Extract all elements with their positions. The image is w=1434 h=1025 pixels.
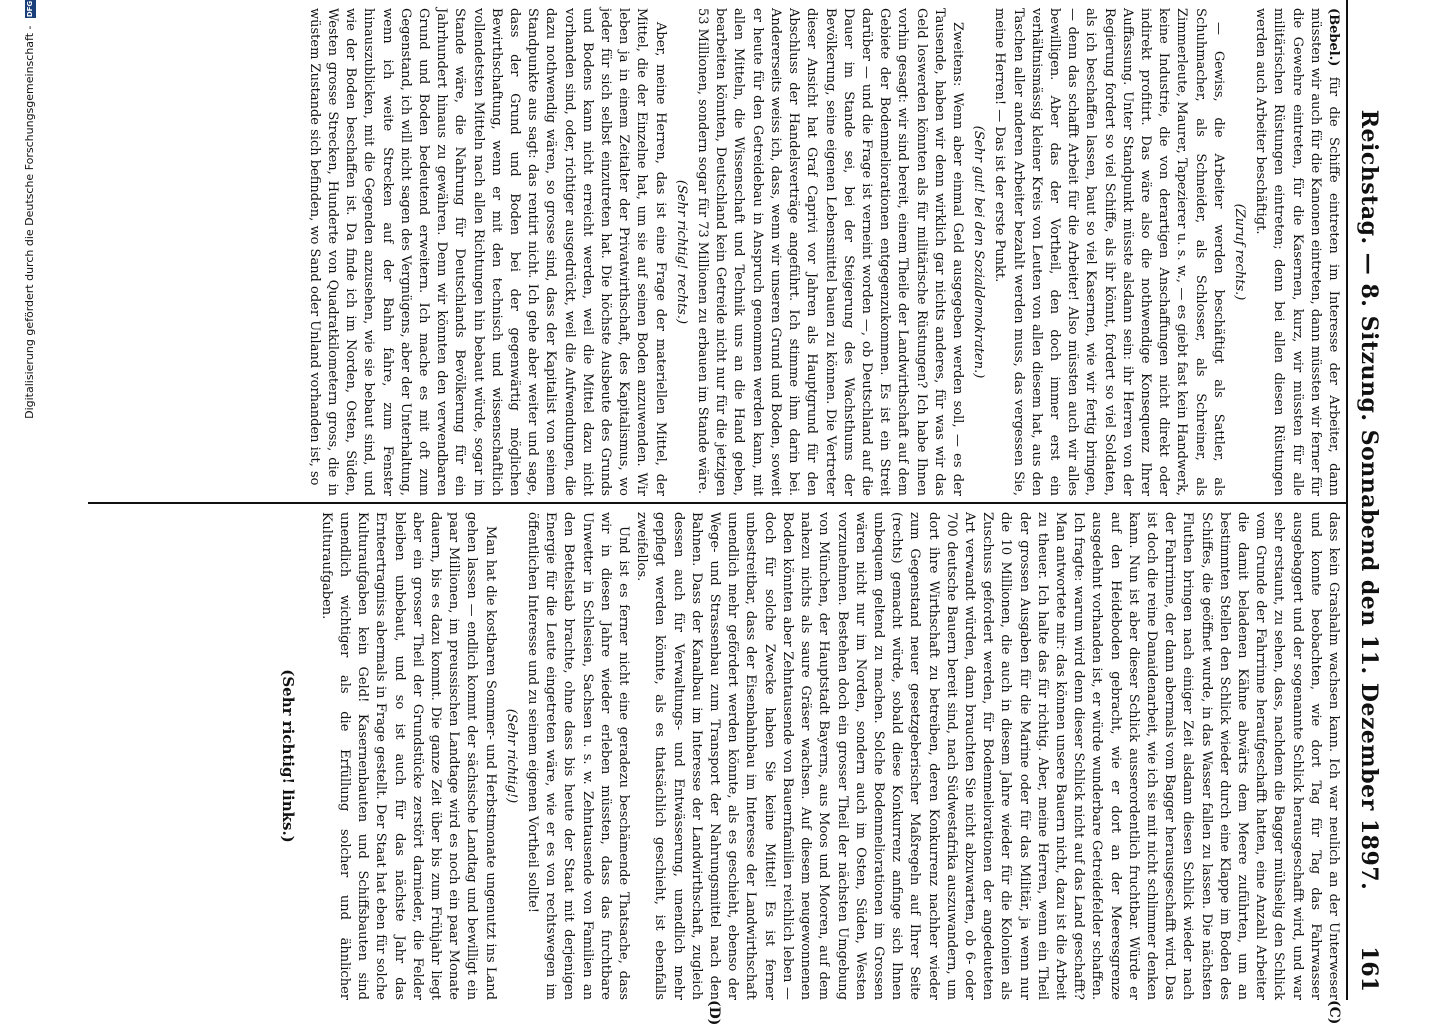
dfg-logo-icon: DFG [25, 0, 34, 18]
margin-marker-d: (D) [706, 1000, 722, 1025]
left-paragraph-1-text: für die Schiffe eintreten im Interesse der Arbeiter, dann müssten wir auch für die Kanonen eintreten, dann müssten wir ferner für die Gewehre eintreten, für die Kasernen, kurz, wir müssten für alle militärischen Rüstungen eintreten; denn bei allen diesen Rüstungen werden auch Arbeiter beschäftigt. [1253, 8, 1341, 496]
left-paragraph-2: — Gewiss, die Arbeiter werden beschäftigt als Sattler, als Schuhmacher, als Schneider, als Schlosser, als Schreiner, als Zimmerleute, Maurer, Tapezierer u. s. w., — es giebt fast kein Handwerk, keine Industrie, die von derartigen Anschaffungen nicht direkt oder indirekt profitirt. Das wäre also die nothwendige Konsequenz Ihrer Auffassung. Unter Standpunkt müsste alsdann sein: ihr Herren von der Regierung fordert so viel Schiffe, als ihr könnt, fordert so viel Soldaten, als ich beschaffen lassen, baut so viel Kasernen, wie wir fertig bringen, — denn das schafft Arbeit für die Arbeiter! Also müssten auch wir alles bewilligen. Aber das der Vortheil, den doch immer erst ein verhältnismässig kleiner Kreis von Leuten von allen diesem hat, aus den Taschen aller anderen Arbeiter bezahlt werden muss, das vergessen Sie, meine Herren! — Das ist der erste Punkt. [992, 8, 1226, 496]
speaker-name: (Bebel.) [1326, 8, 1341, 67]
left-paragraph-1 [1251, 8, 1342, 496]
interjection: (Sehr gut! bei den Sozialdemokraten.) [971, 125, 987, 379]
column-rule [88, 502, 1348, 504]
right-paragraph-1: dass kein Grashalm wachsen kann. Ich war neulich an der Unterweser und konnte beobachten, wie dort Tag für Tag das Fahrwasser ausgebaggert und der sogenannte Schlick herausgeschafft wird, und war sehr erstaunt, zu sehen, dass, nachdem die Bagger mühselig den Schlick vom Grunde der Fahrrinne heraufgeschafft hatten, eine Anzahl Arbeiter die damit beladenen Kähne abwärts dem Meere zuführten, um an bestimmten Stellen den Schlick wieder durch eine Klappe im Boden des Schiffes, die geöffnet wurde, in das Wasser fallen zu lassen. Die nächsten Fluthen bringen nach einiger Zeit alsdann diesen Schlick wieder nach der Fahrrinne, der dann abermals vom Bagger herausgeschafft wird. Das ist doch die reine Danaidenarbeit, wie ich sie mit nicht schlimmer denken kann. Nun ist aber dieser Schlick ausserordentlich fruchtbar. Würde er auf den Heideboden gebracht, wie er dort an der Meeresgrenze ausgedehnt vorhanden ist, er würde wunderbare Getreidefelder schaffen. Ich fragte: warum wird denn dieser Schlick nicht auf das Land geschafft? Man antwortete mir: das können unsere Bauern nicht, dazu ist die Arbeit zu theuer. Ich halte das für richtig. Aber, meine Herren, wenn ein Theil der grossen Ausgaben für die Marine oder für das Militär, ja wenn nur die 10 Millionen, die auch in diesem Jahre wieder für die Kolonien als Zuschuss gefordert werden, für Bodenmeliorationen der angedeuteten Art verwandt würden, dann brauchten Sie nicht abzuwarten, ob 6- oder 700 deutsche Bauern bereit sind, nach Südwestafrika auszuwandern, um dort ihre Wirthschaft zu betreiben, deren Konkurrenz nachher wieder zum Gegenstand neuer gesetzgeberischer Maßregeln auf Ihrer Seite (rechts) gemacht würde, sobald diese Konkurrenz anfinge sich Ihnen unbequem geltend zu machen. Solche Bodenmeliorationen im Grossen wären nicht nur im Norden, sondern auch im Osten, Süden, Westen vorzunehmen. Bestehen doch ein grosser Theil der nächsten Umgebung von München, der Hauptstadt Bayerns, aus Moos und Mooren, auf dem nahezu nichts als saure Gräser wachsen. Auf diesem neugewonnenen Boden könnten aber Zehntausende von Bauernfamilien reichlich leben — doch für solche Zwecke haben Sie keine Mittel! Es ist ferner unbestreitbar, dass der Eisenbahnbau im Interesse der Landwirthschaft unendlich mehr gefördert werden könnte, als es geschieht, ebenso der Wege- und Strassenbau zum Transport der Nahrungsmittel nach den Bahnen. Dass der Kanalbau im Interesse der Landwirthschaft, zugleich dessen auch für Verwaltungs- und Entwässerung, unendlich mehr gepflegt werden könnte, als es thatsächlich geschieht, ist ebenfalls zweifellos. [634, 512, 1341, 1000]
right-paragraph-2: Und ist es ferner nicht eine geradezu beschämende Thatsache, dass wir in diesen Jahre wieder erleben müssten, dass das furchtbare Unwetter in Schlesien, Sachsen u. s. w. Zehntausende von Familien an den Bettelstab brachte, ohne dass bis heute der Staat mit derjenigen Energie für die Leute eingetreten wäre, wie er es von rechtswegen im öffentlichen Interesse und zu seinem eigenen Vortheil sollte! [525, 512, 632, 1000]
interjection: (Sehr richtig! rechts.) [673, 179, 689, 325]
credit-text: Digitalisierung gefördert durch die Deutsche Forschungsgemeinschaft - [23, 25, 36, 419]
interjection: (Sehr richtig!) [503, 708, 519, 804]
right-paragraph-3: Man hat die kostbaren Sommer- und Herbstmonate ungenutzt ins Land gehen lassen — endlich kommt der sächsische Landtag und bewilligt ein paar Millionen, im preussischen Landtage wird es noch ein paar Monate dauern, bis es dazu kommt. Die ganze Zeit über bis zum Frühjahr liegt aber ein grosser Theil der Grundstücke zerstört darnieder, die Felder bleiben unbebaut, und so ist auch für das nächste Jahr das Ernteertragniss abermals in Frage gestellt. Der Staat hat eben für solche Kulturaufgaben kein Geld! Kasernenbauten und Schiffsbauten sind unendlich wichtiger als die Erfüllung solcher und ähnlicher Kulturaufgaben. [318, 512, 498, 1000]
interjection: (Zuruf rechts.) [1231, 203, 1247, 301]
page-number: 161 [1356, 946, 1382, 992]
running-head [1354, 0, 1384, 1000]
right-column [102, 512, 1342, 1000]
margin-marker-c: (C) [1326, 1000, 1342, 1025]
header-rule [1346, 0, 1348, 1000]
digitization-credit [20, 0, 40, 1000]
interjection-closing: (Sehr richtig! links.) [278, 669, 297, 843]
page-title: Reichstag. — 8. Sitzung. Sonnabend den 11. Dezember 1897. [1356, 109, 1382, 891]
left-column [102, 8, 1342, 496]
left-paragraph-4: Aber, meine Herren, das ist eine Frage der materiellen Mittel, der Mittel, die der Einzelne hat, um sie auf seinen Boden anzuwenden. Wir leben ja in einem Zeitalter der Privatwirthschaft, des Kapitalismus, wo jeder für sich selbst einzutreten hat. Die höchste Ausbeute des Grunds und Bodens kann nicht erreicht werden, weil die Mittel dazu nicht vorhanden sind, oder, richtiger ausgedrückt, weil die Aufwendungen, die dazu nothwendig wären, so grosse sind, dass der Kapitalist von seinem Standpunkte aus sagt: das rentirt nicht. Ich gehe aber weiter und sage, dass der Grund und Boden bei der gegenwärtig möglichen Bewirthschaftung, wenn er mit den technisch und wissenschaftlich vollendetsten Mitteln nach allen Richtungen hin bebaut würde, sogar im Stande wäre, die Nahrung für Deutschlands Bevölkerung für ein Jahrhundert hinaus zu gewähren. Denn wir könnten den verwendbaren Grund und Boden bedeutend erweitern. Ich mache es mit oft zum Gegenstand, ich will nicht sagen des Vergnügens, aber der Unterhaltung, wenn ich weite Strecken auf der Bahn fahre, zum Fenster hinauszublicken, mit die Gegenden anzusehen, wie sie bebaut sind, und wie der Boden beschaffen ist. Da finde ich im Norden, Osten, Süden, Westen grosse Strecken, Hunderte von Quadratkilometern gross, die in wüstem Zustande sich befinden, wo Sand oder Unland vorhanden ist, so [306, 8, 668, 496]
left-paragraph-3: Zweitens: Wenn aber einmal Geld ausgegeben werden soll, — es der Tausende, haben wir denn wirklich gar nichts anderes, für was wir das Geld loswerden könnten als für militärische Rüstungen? Ich habe Ihnen vorhin gesagt: wir sind bereit, einem Theile der Landwirthschaft auf dem Gebiete der Bodenmeliorationen entgegenzukommen. Es ist ein Streit darüber — und die Frage ist verneint worden —, ob Deutschland auf die Dauer im Stande sei, bei der Steigerung des Wachsthums der Bevölkerung, seine eigenen Lebensmittel bauen zu können. Die Vertreter dieser Ansicht hat Graf Caprivi vor Jahren als Hauptgrund für den Abschluss der Handelsverträge angeführt. Ich stimme ihm darin bei. Andererseits weiss ich, dass, wenn wir unseren Grund und Boden, soweit er heute für den Getreidebau in Anspruch genommen werden kann, mit allen Mitteln, die Wissenschaft und Technik uns an die Hand geben, bearbeiten könnten, Deutschland kein Getreide nicht nur für die jetzigen 53 Millionen, sondern sogar für 73 Millionen zu erbauen im Stande wäre. [695, 8, 965, 496]
